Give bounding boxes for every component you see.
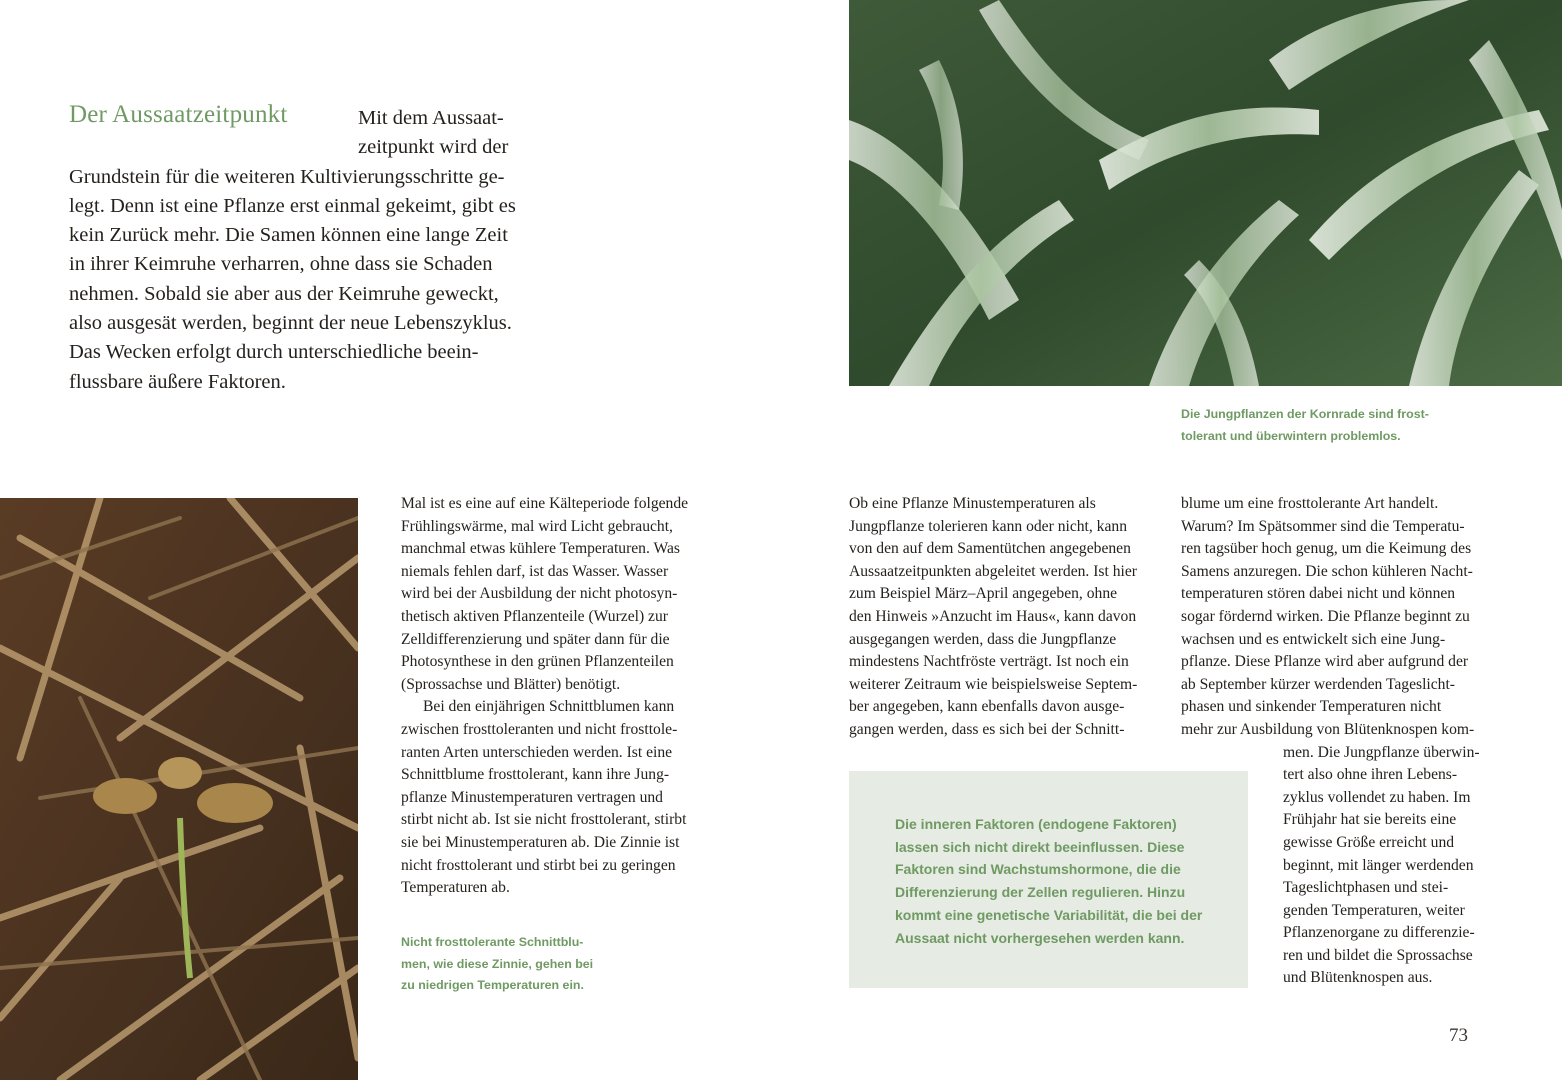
body-line: sogar fördernd wirken. Die Pflanze beginnt zu bbox=[1181, 607, 1470, 625]
body-line: beginnt, mit länger werdenden bbox=[1283, 856, 1474, 874]
body-line: Pflanzenorgane zu differenzie- bbox=[1283, 924, 1475, 942]
intro-line: kein Zurück mehr. Die Samen können eine lange Zeit bbox=[69, 224, 508, 247]
caption-line: zu niedrigen Temperaturen ein. bbox=[401, 978, 584, 992]
body-line: ren und bildet die Sprossachse bbox=[1283, 946, 1473, 964]
intro-line: in ihrer Keimruhe verharren, ohne dass sie Schaden bbox=[69, 253, 493, 276]
body-line: nicht frosttolerant und stirbt bei zu geringen bbox=[401, 856, 676, 874]
body-line: mehr zur Ausbildung von Blütenknospen kom- bbox=[1181, 720, 1475, 738]
body-line: Warum? Im Spätsommer sind die Temperatu- bbox=[1181, 517, 1465, 535]
body-column-2 bbox=[849, 493, 1137, 742]
body-line: zum Beispiel März–April angegeben, ohne bbox=[849, 585, 1118, 603]
body-line: temperaturen stören dabei nicht und können bbox=[1181, 585, 1456, 603]
body-line: men. Die Jungpflanze überwin- bbox=[1283, 743, 1480, 761]
intro-line: flussbare äußere Faktoren. bbox=[69, 370, 286, 393]
frosted-leaves-photo bbox=[849, 0, 1562, 386]
body-line: genden Temperaturen, weiter bbox=[1283, 901, 1465, 919]
info-line: kommt eine genetische Variabilität, die bei der bbox=[895, 906, 1203, 923]
body-line: Photosynthese in den grünen Pflanzenteilen bbox=[401, 653, 674, 671]
info-line: Aussaat nicht vorhergesehen werden kann. bbox=[895, 929, 1185, 946]
body-line: Frühjahr hat sie bereits eine bbox=[1283, 811, 1457, 829]
caption-line: tolerant und überwintern problemlos. bbox=[1181, 428, 1401, 443]
intro-line: nehmen. Sobald sie aber aus der Keimruhe geweckt, bbox=[69, 282, 499, 305]
body-line: Samens anzuregen. Die schon kühleren Nacht- bbox=[1181, 562, 1473, 580]
zinnia-seedling-image bbox=[0, 498, 358, 1080]
body-line: von den auf dem Samentütchen angegebenen bbox=[849, 540, 1131, 558]
info-line: lassen sich nicht direkt beeinflussen. Diese bbox=[895, 838, 1185, 855]
body-line: Frühlingswärme, mal wird Licht gebraucht, bbox=[401, 517, 673, 535]
body-line: stirbt nicht ab. Ist sie nicht frosttolerant, stirbt bbox=[401, 811, 687, 829]
body-column-1 bbox=[401, 493, 688, 900]
caption-zinnia-photo bbox=[401, 932, 593, 997]
body-line: ber angegeben, kann ebenfalls davon ausge- bbox=[849, 698, 1125, 716]
body-line: pflanze Minustemperaturen vertragen und bbox=[401, 788, 663, 806]
body-line: Aussaatzeitpunkten abgeleitet werden. Ist hier bbox=[849, 562, 1137, 580]
body-line: Jungpflanze tolerieren kann oder nicht, kann bbox=[849, 517, 1127, 535]
caption-line: men, wie diese Zinnie, gehen bei bbox=[401, 956, 594, 971]
intro-line: also ausgesät werden, beginnt der neue Lebenszyklus. bbox=[69, 312, 512, 335]
body-line: sie bei Minustemperaturen ab. Die Zinnie ist bbox=[401, 833, 680, 851]
body-line: ab September kürzer werdenden Tageslicht- bbox=[1181, 675, 1455, 693]
intro-line: legt. Denn ist eine Pflanze erst einmal gekeimt, gibt es bbox=[69, 194, 516, 217]
body-line: (Sprossachse und Blätter) benötigt. bbox=[401, 675, 621, 693]
caption-frost-photo bbox=[1181, 404, 1429, 447]
info-line: Differenzierung der Zellen regulieren. Hinzu bbox=[895, 884, 1186, 901]
body-line: ren tagsüber hoch genug, um die Keimung des bbox=[1181, 540, 1472, 558]
body-line: mindestens Nachtfröste verträgt. Ist noch ein bbox=[849, 653, 1129, 671]
body-line: Zelldifferenzierung und später dann für die bbox=[401, 630, 670, 648]
body-line: Temperaturen ab. bbox=[401, 879, 510, 897]
body-line: und Blütenknospen aus. bbox=[1283, 969, 1433, 987]
body-line: Tageslichtphasen und stei- bbox=[1283, 879, 1449, 897]
body-line: ausgegangen werden, dass die Jungpflanze bbox=[849, 630, 1117, 648]
intro-paragraph bbox=[69, 104, 553, 397]
body-line: Mal ist es eine auf eine Kälteperiode folgende bbox=[401, 495, 689, 512]
info-box-text bbox=[895, 813, 1202, 949]
page-number: 73 bbox=[1449, 1025, 1468, 1046]
body-line: weiterer Zeitraum wie beispielsweise Septem- bbox=[849, 675, 1138, 693]
frosted-leaves-image bbox=[849, 0, 1562, 386]
body-line: zyklus vollendet zu haben. Im bbox=[1283, 788, 1471, 806]
section-heading: Der Aussaatzeitpunkt bbox=[69, 101, 288, 128]
body-line: wachsen und es entwickelt sich eine Jung- bbox=[1181, 630, 1446, 648]
body-line: gewisse Größe erreicht und bbox=[1283, 833, 1455, 851]
caption-line: Die Jungpflanzen der Kornrade sind frost- bbox=[1181, 407, 1429, 421]
body-line: tert also ohne ihren Lebens- bbox=[1283, 766, 1458, 784]
body-line: thetisch aktiven Pflanzenteile (Wurzel) zur bbox=[401, 607, 668, 625]
caption-line: Nicht frosttolerante Schnittblu- bbox=[401, 935, 584, 949]
info-line: Die inneren Faktoren (endogene Faktoren) bbox=[895, 816, 1177, 832]
intro-line: Mit dem Aussaat- bbox=[358, 107, 504, 129]
body-line: wird bei der Ausbildung der nicht photosyn- bbox=[401, 585, 678, 603]
body-line: den Hinweis »Anzucht im Haus«, kann davon bbox=[849, 607, 1137, 625]
body-line: niemals fehlen darf, ist das Wasser. Wasser bbox=[401, 562, 669, 580]
body-line: Ob eine Pflanze Minustemperaturen als bbox=[849, 495, 1096, 512]
body-line: Bei den einjährigen Schnittblumen kann bbox=[423, 698, 675, 716]
body-line: Schnittblume frosttolerant, kann ihre Jung- bbox=[401, 766, 670, 784]
body-line: blume um eine frosttolerante Art handelt. bbox=[1181, 495, 1439, 512]
body-line: phasen und sinkender Temperaturen nicht bbox=[1181, 698, 1442, 716]
body-line: ranten Arten unterschieden werden. Ist eine bbox=[401, 743, 673, 761]
info-line: Faktoren sind Wachstumshormone, die die bbox=[895, 861, 1181, 878]
body-line: gangen werden, dass es sich bei der Schnitt- bbox=[849, 720, 1125, 738]
body-line: zwischen frosttoleranten und nicht frosttole- bbox=[401, 720, 678, 738]
intro-line: Das Wecken erfolgt durch unterschiedliche beein- bbox=[69, 341, 479, 364]
body-line: pflanze. Diese Pflanze wird aber aufgrund der bbox=[1181, 653, 1469, 671]
intro-line: Grundstein für die weiteren Kultivierungsschritte ge- bbox=[69, 165, 505, 188]
intro-line: zeitpunkt wird der bbox=[358, 136, 509, 159]
zinnia-seedling-photo bbox=[0, 498, 358, 1080]
body-line: manchmal etwas kühlere Temperaturen. Was bbox=[401, 540, 680, 558]
